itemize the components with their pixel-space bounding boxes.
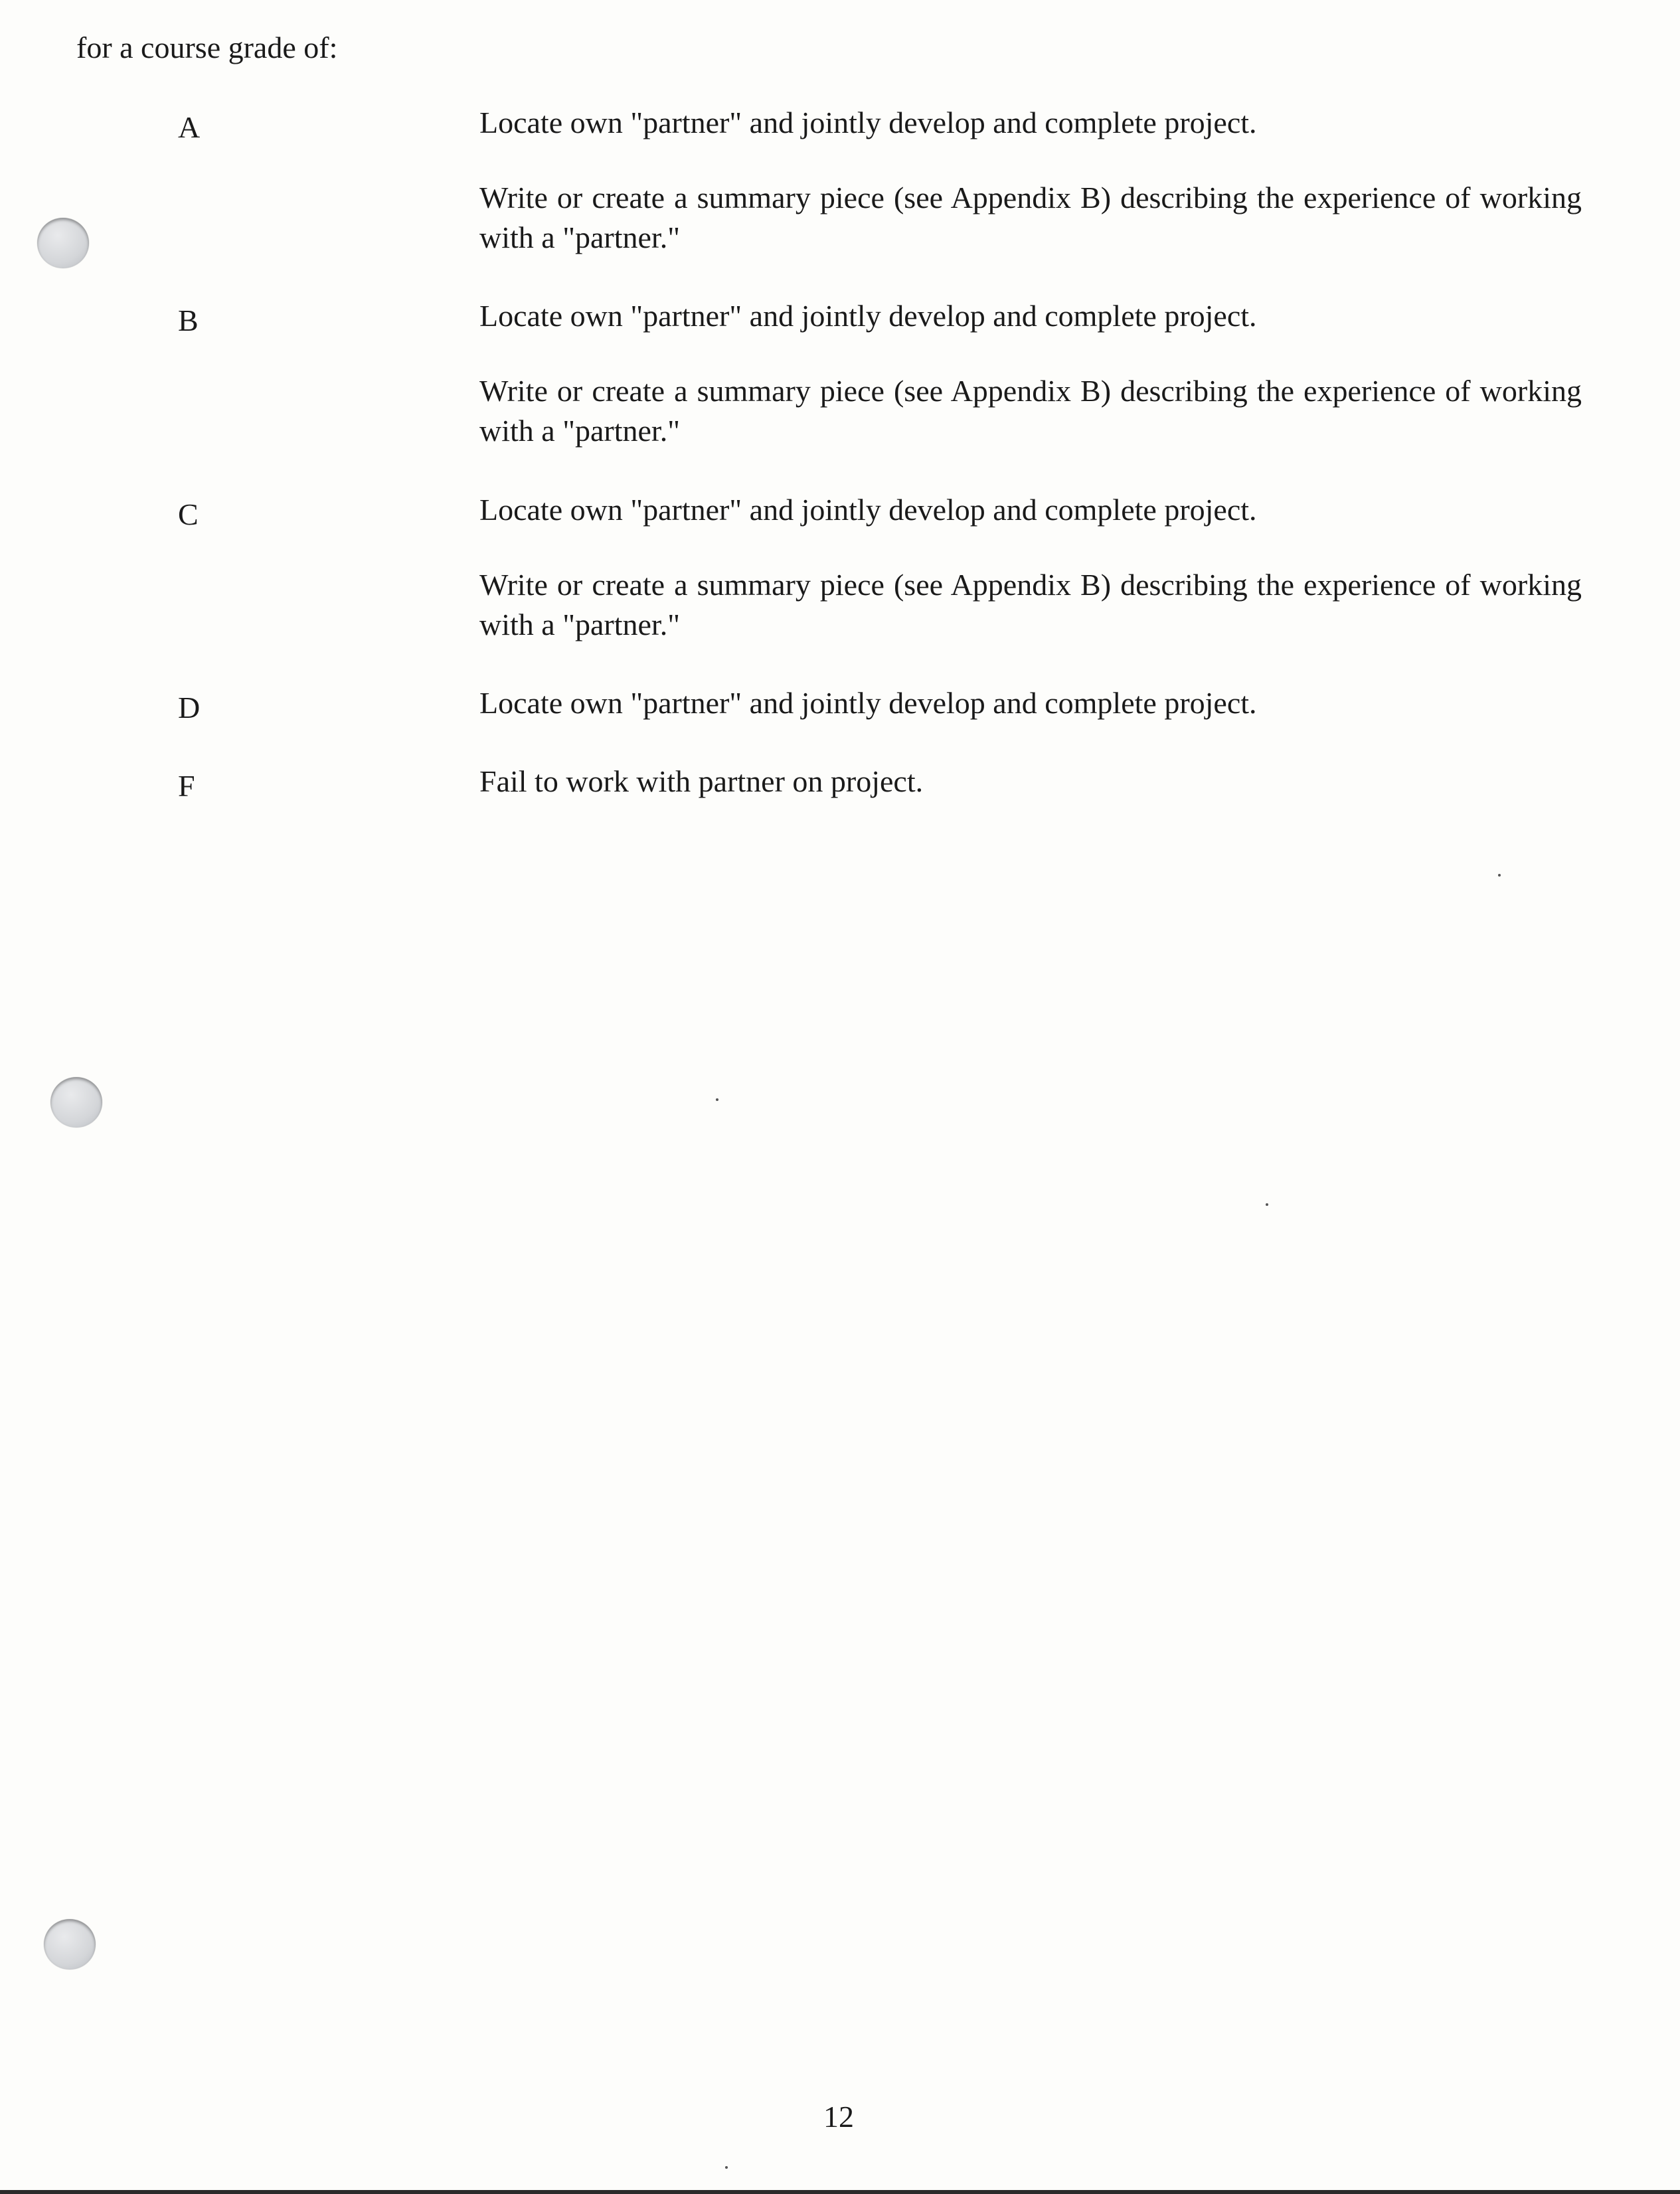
page-number: 12 (823, 2100, 854, 2134)
grade-a-requirement-1: Locate own "partner" and jointly develop and complete project. (479, 106, 1257, 139)
scan-speck (725, 2166, 728, 2169)
grade-c-requirement-1: Locate own "partner" and jointly develop and complete project. (479, 493, 1257, 527)
grade-letter-a: A (178, 110, 201, 144)
punch-hole-bottom (44, 1919, 96, 1970)
scan-speck (1266, 1203, 1268, 1206)
grade-d-requirement-1: Locate own "partner" and jointly develop and complete project. (479, 686, 1257, 720)
intro-text: for a course grade of: (76, 31, 338, 64)
grade-b-requirement-1: Locate own "partner" and jointly develop and complete project. (479, 299, 1257, 333)
bottom-edge-line (0, 2190, 1680, 2194)
grade-b-requirement-2: Write or create a summary piece (see Appendix B) describing the experience of working with a "partner." (479, 374, 1582, 448)
grade-letter-c: C (178, 497, 199, 531)
grade-letter-d: D (178, 691, 201, 724)
punch-hole-top (37, 218, 89, 268)
grade-a-requirement-2: Write or create a summary piece (see Appendix B) describing the experience of working with a "partner." (479, 181, 1582, 254)
grade-letter-b: B (178, 303, 199, 337)
grade-c-requirement-2: Write or create a summary piece (see Appendix B) describing the experience of working with a "partner." (479, 568, 1582, 641)
grade-f-requirement-1: Fail to work with partner on project. (479, 764, 924, 798)
punch-hole-middle (50, 1077, 102, 1128)
scan-speck (716, 1098, 718, 1101)
scan-speck (1498, 874, 1501, 877)
grade-letter-f: F (178, 769, 195, 803)
